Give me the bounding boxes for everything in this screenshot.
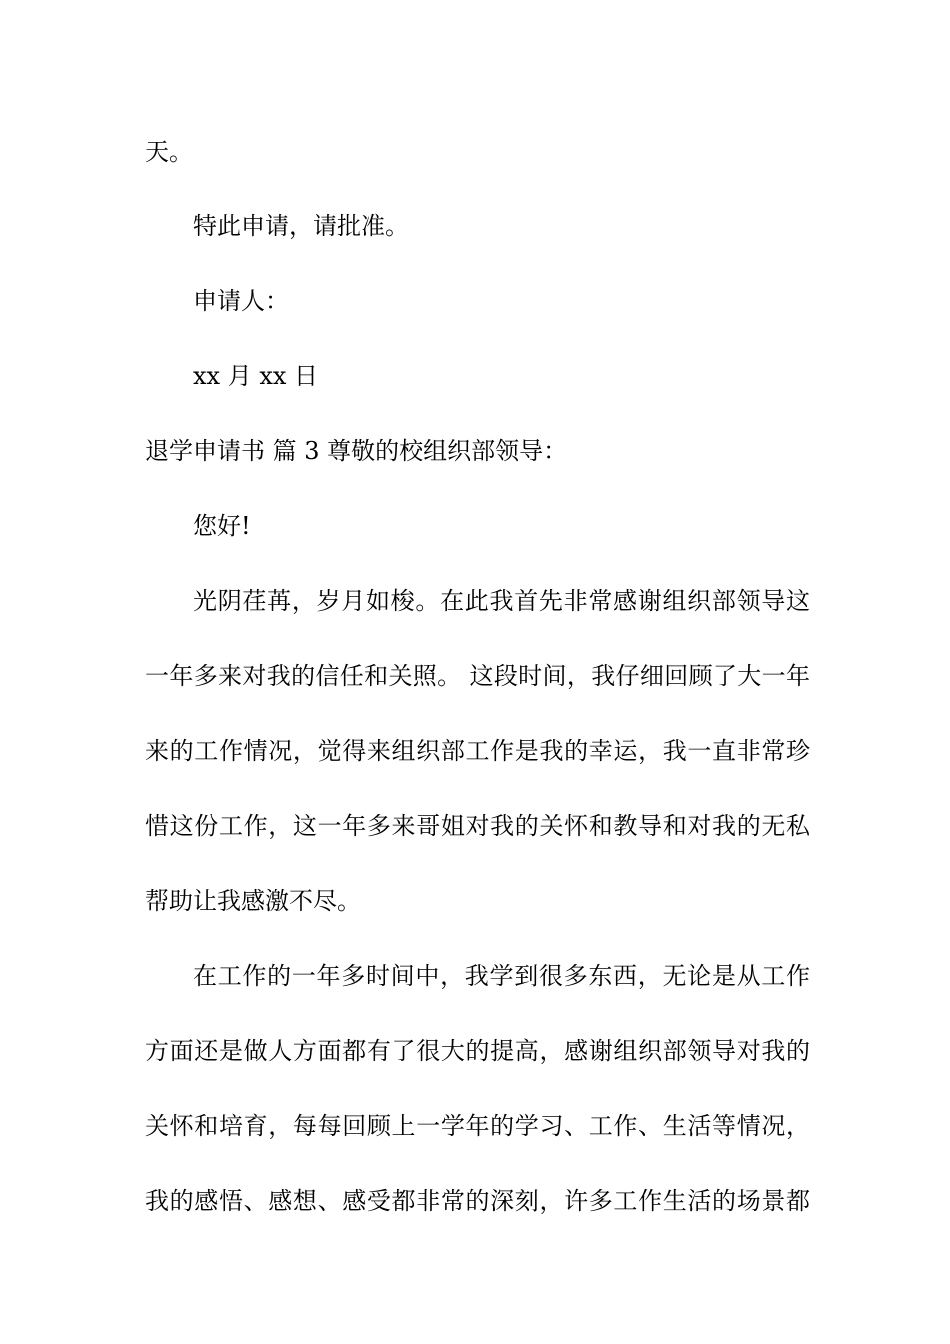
paragraph-line: 光阴荏苒，岁月如梭。在此我首先非常感谢组织部领导这	[193, 587, 810, 615]
paragraph-line: 在工作的一年多时间中，我学到很多东西，无论是从工作	[193, 962, 810, 990]
paragraph-line: 一年多来对我的信任和关照。 这段时间，我仔细回顾了大一年	[145, 662, 810, 690]
paragraph-line: 帮助让我感激不尽。	[145, 887, 361, 915]
greeting: 您好!	[193, 512, 251, 540]
paragraph-line: 关怀和培育，每每回顾上一学年的学习、工作、生活等情况，	[145, 1112, 810, 1140]
paragraph-line: 来的工作情况，觉得来组织部工作是我的幸运，我一直非常珍	[145, 737, 810, 765]
paragraph-line: 方面还是做人方面都有了很大的提高，感谢组织部领导对我的	[145, 1037, 810, 1065]
paragraph-line: 惜这份工作，这一年多来哥姐对我的关怀和教导和对我的无私	[145, 812, 810, 840]
section-heading: 退学申请书 篇 3 尊敬的校组织部领导：	[145, 437, 568, 465]
date-line: xx 月 xx 日	[193, 362, 319, 390]
paragraph-line: 我的感悟、感想、感受都非常的深刻，许多工作生活的场景都	[145, 1187, 810, 1215]
closing-request: 特此申请，请批准。	[193, 212, 409, 240]
applicant-label: 申请人：	[193, 287, 289, 315]
text-line: 天。	[145, 138, 193, 166]
